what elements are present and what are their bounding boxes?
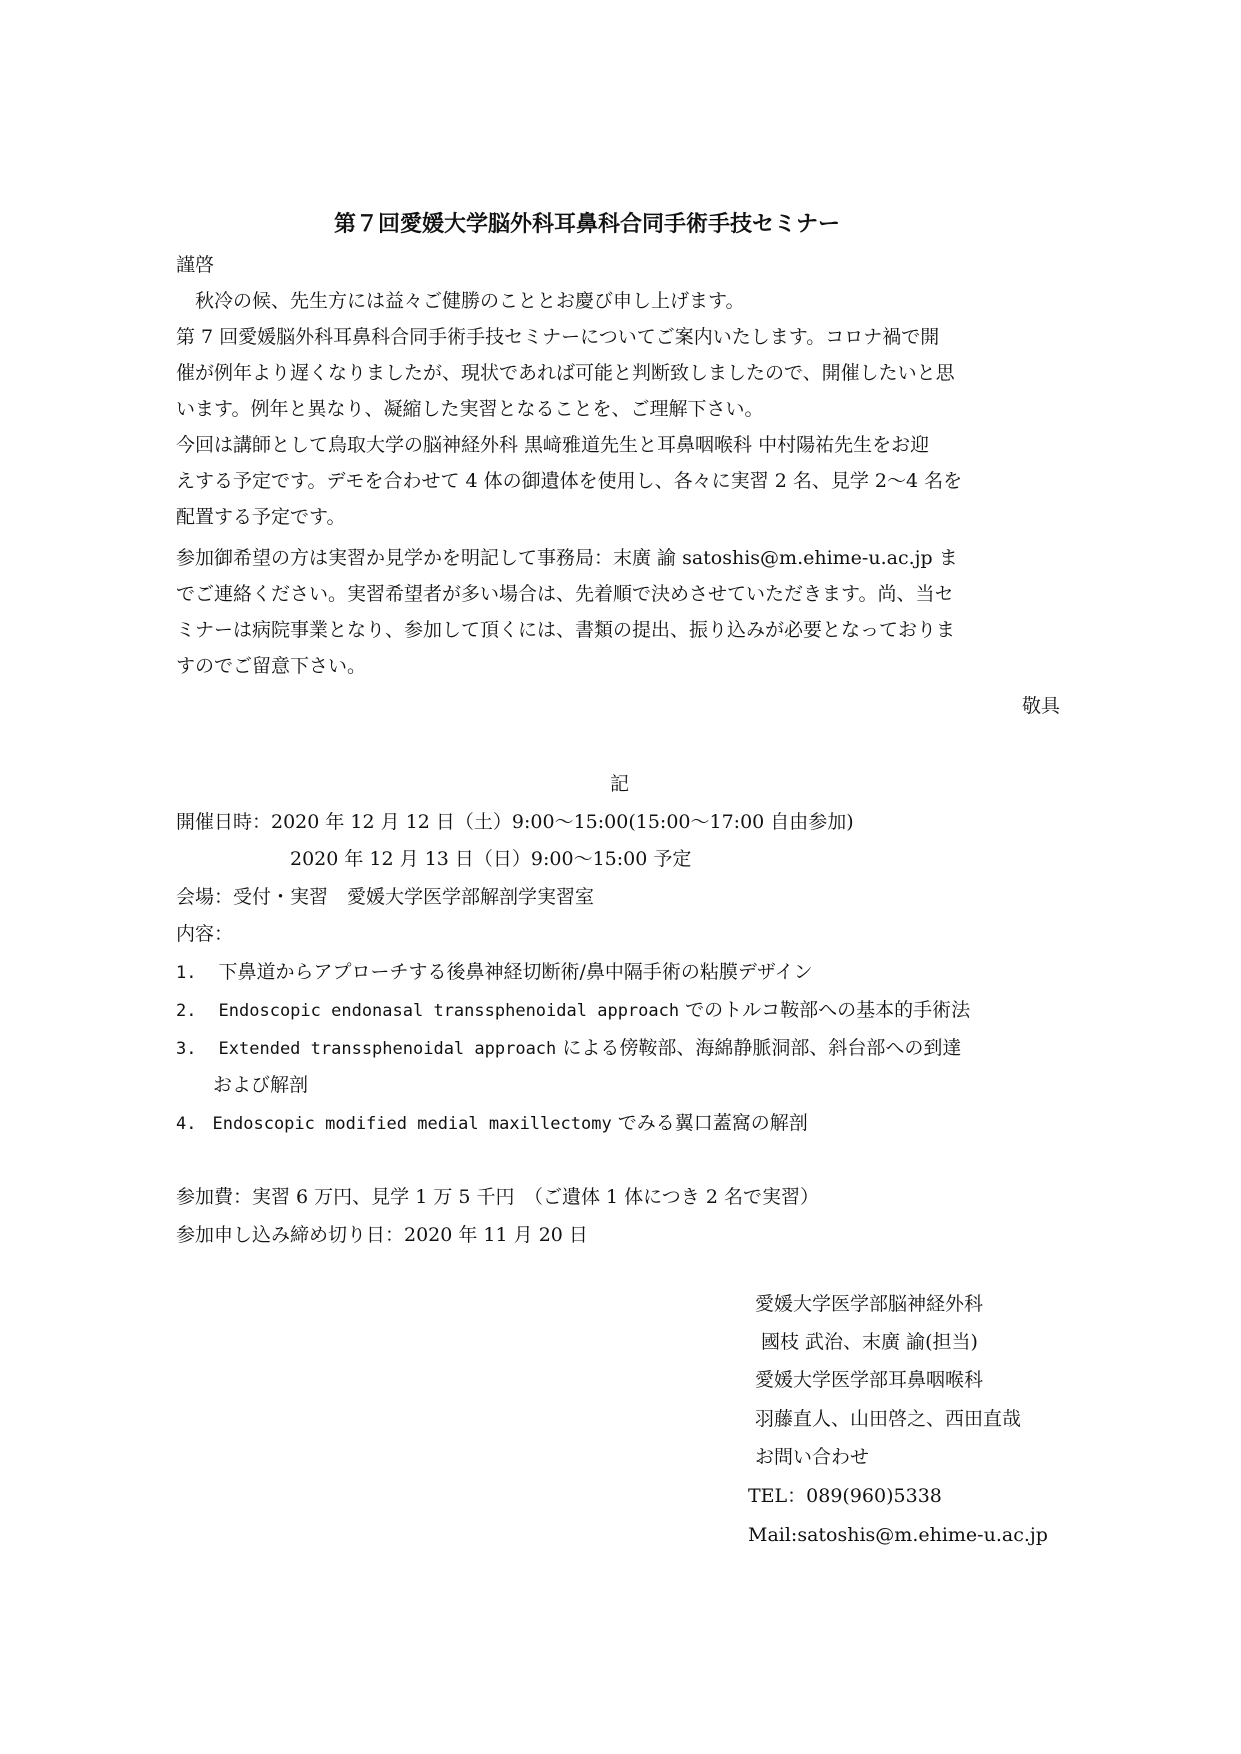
date-line-1: 開催日時：2020 年 12 月 12 日（土）9:00～15:00(15:00～17:00 自由参加)	[176, 811, 854, 833]
list-number: 3.	[176, 1039, 197, 1059]
body-line: います。例年と異なり、凝縮した実習となることを、ご理解下さい。	[176, 398, 764, 420]
salutation: 謹啓	[176, 254, 215, 276]
document-title: 第７回愛媛大学脳外科耳鼻科合同手術手技セミナー	[334, 212, 841, 237]
body-line: でご連絡ください。実習希望者が多い場合は、先着順で決めさせていただきます。尚、当セ	[176, 583, 954, 605]
list-item	[176, 1001, 970, 1020]
body-line: すのでご留意下さい。	[176, 655, 367, 677]
closing: 敬具	[1022, 695, 1061, 717]
body-line: 今回は講師として鳥取大学の脳神経外科 黒﨑雅道先生と耳鼻咽喉科 中村陽祐先生をお迎	[176, 434, 930, 456]
list-number: 1.	[176, 963, 197, 983]
body-line: ミナーは病院事業となり、参加して頂くには、書類の提出、振り込みが必要となっておりま	[176, 619, 956, 641]
contact-line: 羽藤直人、山田啓之、西田直哉	[755, 1408, 1022, 1430]
list-text-en: Endoscopic modified medial maxillectomy	[212, 1114, 612, 1134]
contact-line: 愛媛大学医学部耳鼻咽喉科	[755, 1369, 984, 1391]
list-item	[176, 1039, 961, 1058]
deadline: 参加申し込み締め切り日：2020 年 11 月 20 日	[176, 1224, 588, 1246]
contact-mail: Mail:satoshis@m.ehime-u.ac.jp	[748, 1524, 1048, 1546]
body-line: 催が例年より遅くなりましたが、現状であれば可能と判断致しましたので、開催したいと思	[176, 362, 955, 384]
contact-line: 國枝 武治、末廣 諭(担当)	[761, 1331, 978, 1353]
body-line: えする予定です。デモを合わせて 4 体の御遺体を使用し、各々に実習 2 名、見学 2～4 名を	[176, 470, 963, 492]
body-line: 秋冷の候、先生方には益々ご健勝のこととお慶び申し上げます。	[176, 290, 745, 312]
list-item-continuation: および解剖	[213, 1074, 309, 1096]
list-item	[176, 1114, 808, 1133]
list-text: 下鼻道からアプローチする後鼻神経切断術/鼻中隔手術の粘膜デザイン	[218, 961, 813, 983]
list-text-en: Extended transsphenoidal approach	[218, 1039, 557, 1059]
venue: 会場：受付・実習 愛媛大学医学部解剖学実習室	[176, 886, 595, 908]
body-line: 第 7 回愛媛脳外科耳鼻科合同手術手技セミナーについてご案内いたします。コロナ禍で開	[176, 326, 940, 348]
body-line: 配置する予定です。	[176, 506, 346, 528]
list-number: 2.	[176, 1001, 197, 1021]
list-text: でのトルコ鞍部への基本的手術法	[685, 999, 971, 1021]
list-text: でみる翼口蓋窩の解剖	[617, 1112, 808, 1134]
list-number: 4.	[176, 1114, 197, 1134]
fee: 参加費：実習 6 万円、見学 1 万 5 千円 （ご遺体 1 体につき 2 名で実習）	[176, 1186, 819, 1208]
contact-line: 愛媛大学医学部脳神経外科	[755, 1293, 984, 1315]
ki-heading: 記	[610, 773, 630, 795]
contents-label: 内容：	[176, 923, 234, 945]
date-line-2: 2020 年 12 月 13 日（日）9:00～15:00 予定	[290, 848, 692, 870]
contact-line: お問い合わせ	[755, 1446, 870, 1468]
list-item	[176, 963, 813, 982]
contact-tel: TEL：089(960)5338	[748, 1485, 942, 1507]
list-text-en: Endoscopic endonasal transsphenoidal approach	[218, 1001, 680, 1021]
list-text: による傍鞍部、海綿静脈洞部、斜台部への到達	[562, 1037, 962, 1059]
body-line: 参加御希望の方は実習か見学かを明記して事務局：末廣 諭 satoshis@m.ehime-u.ac.jp ま	[176, 547, 958, 569]
